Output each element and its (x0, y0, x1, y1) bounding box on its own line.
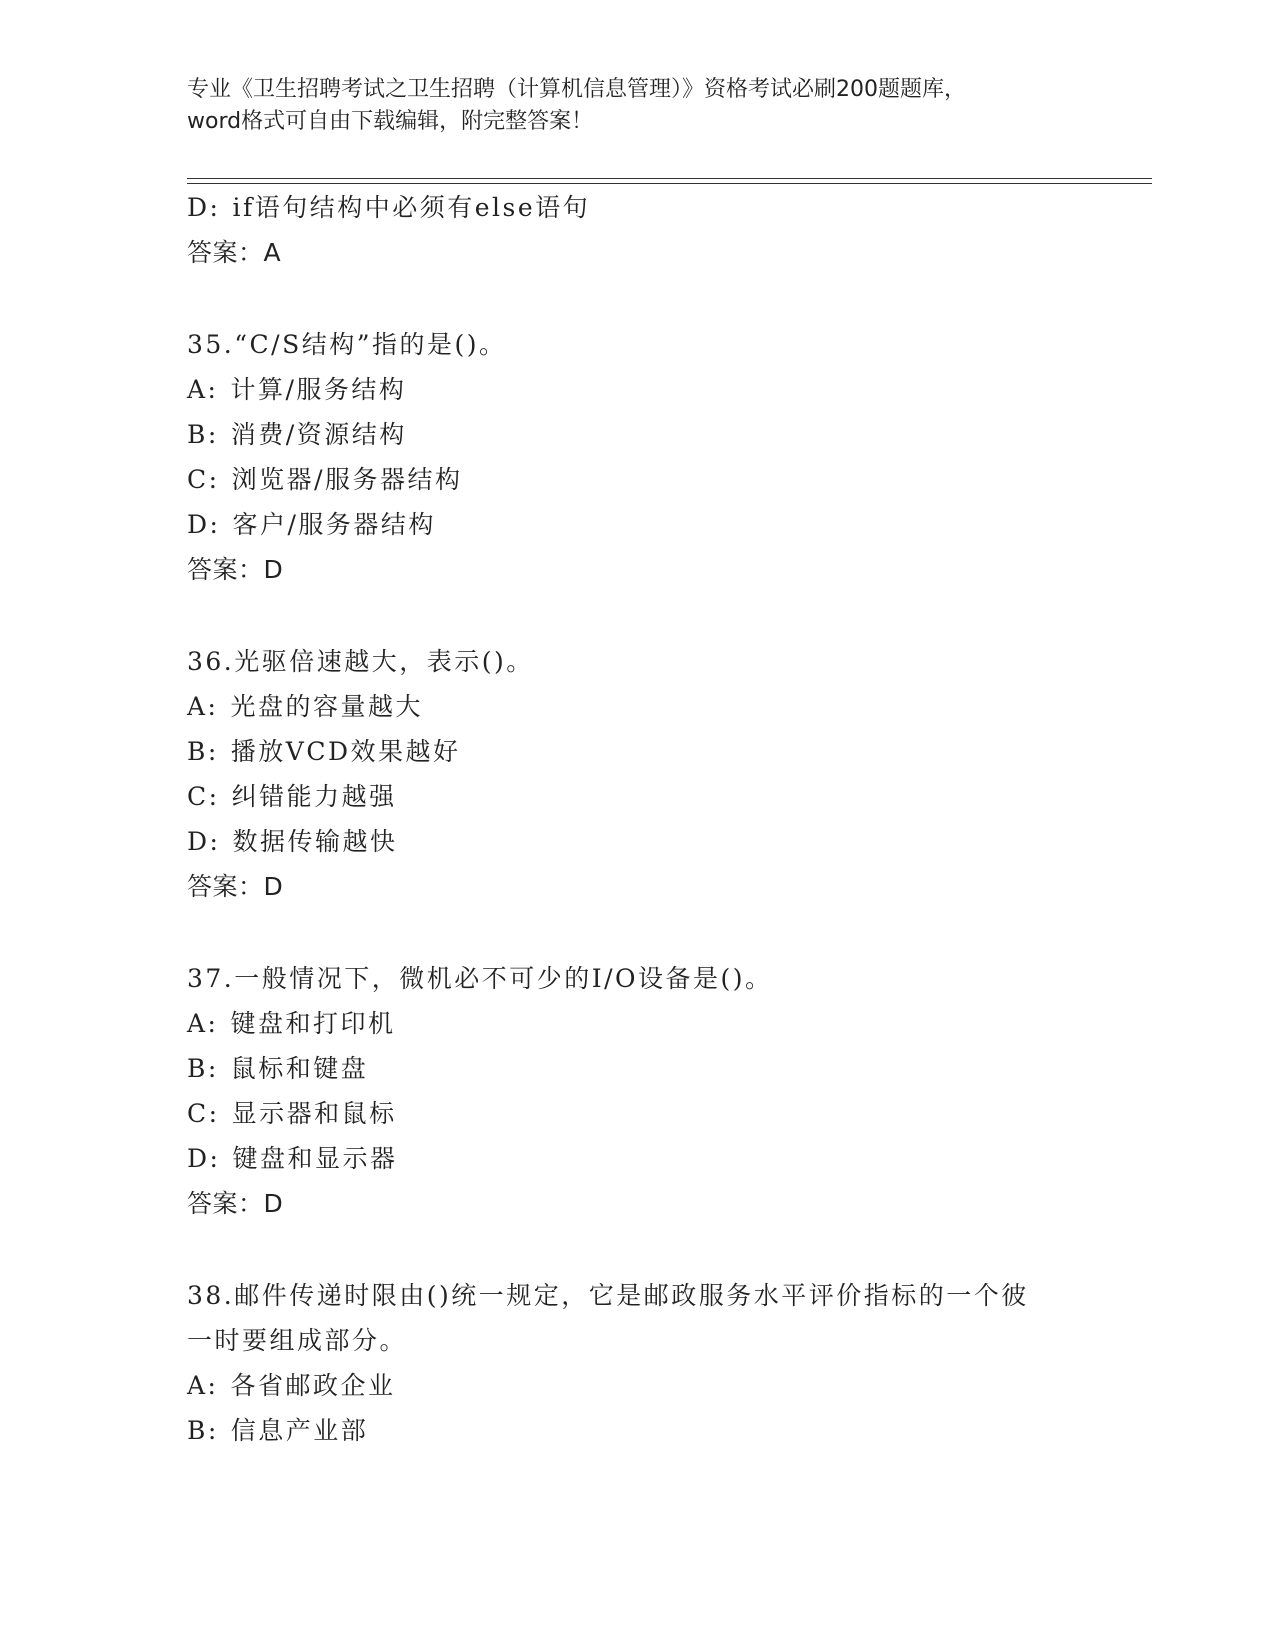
option-prefix: D: (187, 510, 221, 539)
question-36-answer: 答案：D (187, 872, 284, 901)
option-text: 播放VCD效果越好 (230, 737, 461, 766)
option-text: 纠错能力越强 (231, 782, 397, 811)
option-prefix: A: (187, 375, 219, 404)
option-text: 键盘和打印机 (230, 1009, 396, 1038)
option-text: 鼠标和键盘 (230, 1054, 369, 1083)
option-text: if语句结构中必须有else语句 (232, 193, 591, 222)
option-prefix: D: (187, 1144, 221, 1173)
option-text: 信息产业部 (230, 1416, 369, 1445)
option-prefix: B: (187, 1054, 219, 1083)
option-prefix: C: (187, 465, 220, 494)
question-37-option-a (187, 1009, 396, 1039)
question-35-option-d (187, 510, 436, 540)
question-38-option-b (187, 1416, 368, 1446)
header-divider-top (187, 178, 1152, 179)
prev-option-d (187, 193, 590, 223)
question-37-stem: 37.一般情况下，微机必不可少的I/O设备是()。 (187, 964, 773, 993)
question-35-option-b (187, 420, 407, 450)
question-36-option-a (187, 692, 423, 722)
option-text: 数据传输越快 (232, 827, 398, 856)
option-prefix: C: (187, 1099, 220, 1128)
document-header (187, 74, 1087, 138)
option-prefix: B: (187, 737, 219, 766)
question-37-option-c (187, 1099, 397, 1129)
option-prefix: A: (187, 692, 219, 721)
option-prefix: A: (187, 1009, 219, 1038)
question-38-stem-line-2: 一时要组成部分。 (187, 1326, 408, 1355)
option-text: 显示器和鼠标 (231, 1099, 397, 1128)
option-prefix: C: (187, 782, 220, 811)
prev-answer: 答案：A (187, 238, 282, 267)
option-text: 各省邮政企业 (230, 1371, 396, 1400)
question-36-option-b (187, 737, 461, 767)
question-37-option-b (187, 1054, 368, 1084)
option-text: 光盘的容量越大 (230, 692, 423, 721)
question-35-option-a (187, 375, 406, 405)
option-text: 消费/资源结构 (230, 420, 407, 449)
option-prefix: D: (187, 827, 221, 856)
header-line-2: word格式可自由下载编辑，附完整答案！ (187, 109, 594, 134)
question-35-stem: 35.“C/S结构”指的是()。 (187, 330, 507, 359)
question-35-option-c (187, 465, 463, 495)
question-35-answer: 答案：D (187, 555, 284, 584)
header-divider-bottom (187, 183, 1152, 184)
option-prefix: B: (187, 1416, 219, 1445)
question-36-option-c (187, 782, 397, 812)
question-38-option-a (187, 1371, 396, 1401)
header-line-1: 专业《卫生招聘考试之卫生招聘（计算机信息管理）》资格考试必刷200题题库， (187, 77, 966, 102)
option-text: 键盘和显示器 (232, 1144, 398, 1173)
question-37-option-d (187, 1144, 397, 1174)
option-text: 浏览器/服务器结构 (231, 465, 463, 494)
option-prefix: B: (187, 420, 219, 449)
question-36-option-d (187, 827, 397, 857)
question-36-stem: 36.光驱倍速越大，表示()。 (187, 647, 534, 676)
option-text: 计算/服务结构 (230, 375, 407, 404)
question-37-answer: 答案：D (187, 1189, 284, 1218)
question-38-stem-line-1: 38.邮件传递时限由()统一规定，它是邮政服务水平评价指标的一个彼 (187, 1281, 1029, 1310)
option-prefix: A: (187, 1371, 219, 1400)
option-text: 客户/服务器结构 (232, 510, 436, 539)
option-prefix: D: (187, 193, 221, 222)
